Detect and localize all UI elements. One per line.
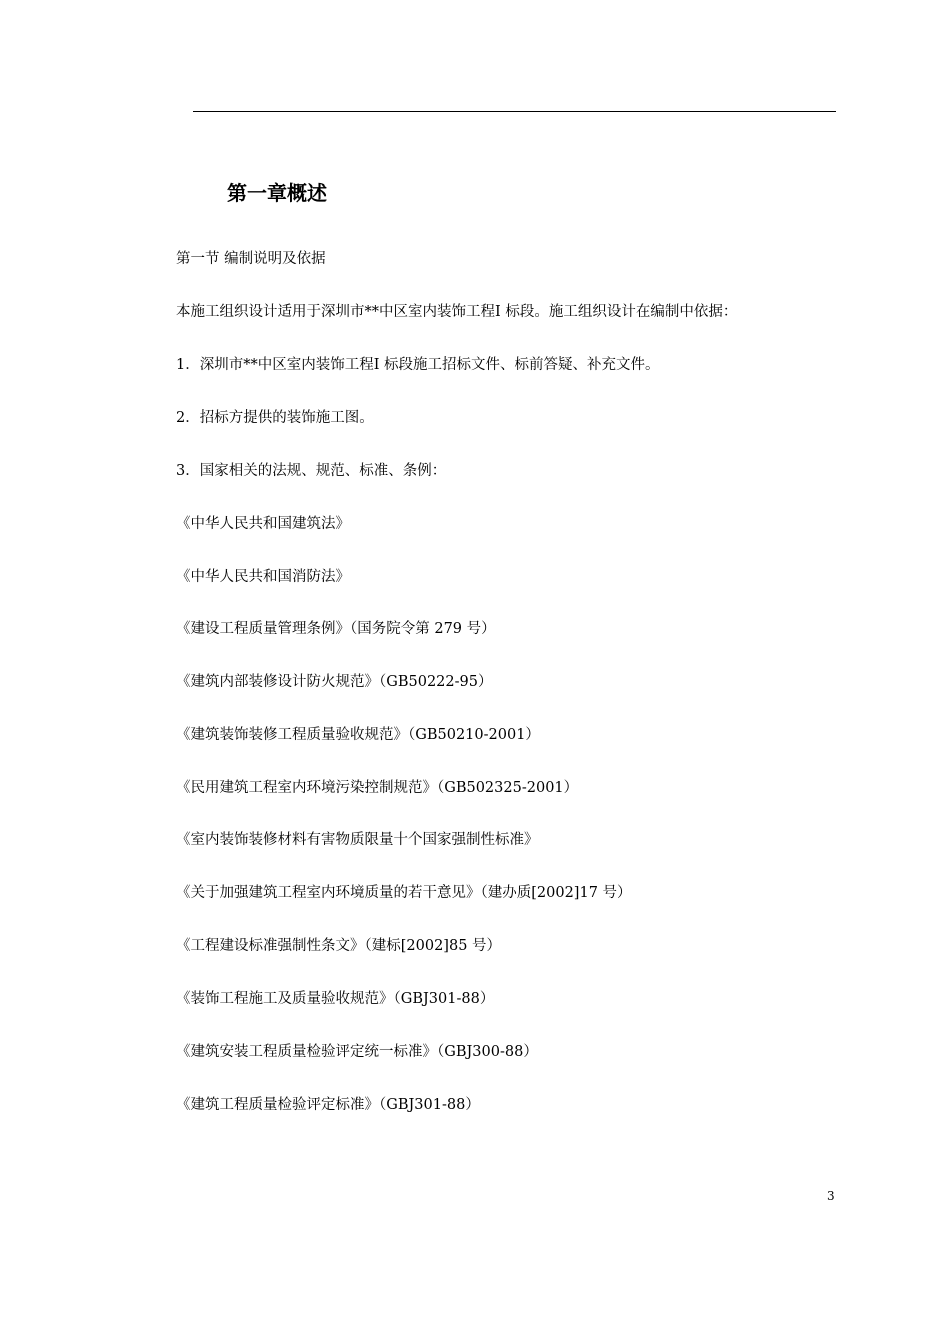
regulation-item: 《关于加强建筑工程室内环境质量的若干意见》（建办质[2002]17 号） <box>176 885 632 901</box>
regulation-item: 《中华人民共和国消防法》 <box>176 569 350 585</box>
regulation-item: 《室内装饰装修材料有害物质限量十个国家强制性标准》 <box>176 832 539 848</box>
regulation-item: 《建筑装饰装修工程质量验收规范》（GB50210-2001） <box>176 727 540 743</box>
intro-paragraph: 本施工组织设计适用于深圳市**中区室内装饰工程Ⅰ 标段。施工组织设计在编制中依据： <box>176 304 738 320</box>
basis-item: 1．深圳市**中区室内装饰工程Ⅰ 标段施工招标文件、标前答疑、补充文件。 <box>176 357 660 373</box>
regulation-item: 《工程建设标准强制性条文》（建标[2002]85 号） <box>176 938 502 954</box>
header-rule <box>193 111 836 112</box>
regulation-item: 《民用建筑工程室内环境污染控制规范》（GB502325-2001） <box>176 780 579 796</box>
regulation-item: 《建筑内部装修设计防火规范》（GB50222-95） <box>176 674 493 690</box>
section-title: 第一节 编制说明及依据 <box>176 251 326 267</box>
regulation-item: 《建设工程质量管理条例》（国务院令第 279 号） <box>176 621 496 637</box>
regulation-item: 《建筑工程质量检验评定标准》（GBJ301-88） <box>176 1097 480 1113</box>
regulation-item: 《装饰工程施工及质量验收规范》（GBJ301-88） <box>176 991 495 1007</box>
page-number: 3 <box>827 1189 835 1203</box>
chapter-title: 第一章概述 <box>227 181 327 205</box>
basis-item: 2．招标方提供的装饰施工图。 <box>176 410 374 426</box>
regulation-item: 《建筑安装工程质量检验评定统一标准》（GBJ300-88） <box>176 1044 538 1060</box>
regulation-item: 《中华人民共和国建筑法》 <box>176 516 350 532</box>
basis-item: 3．国家相关的法规、规范、标准、条例： <box>176 463 447 479</box>
